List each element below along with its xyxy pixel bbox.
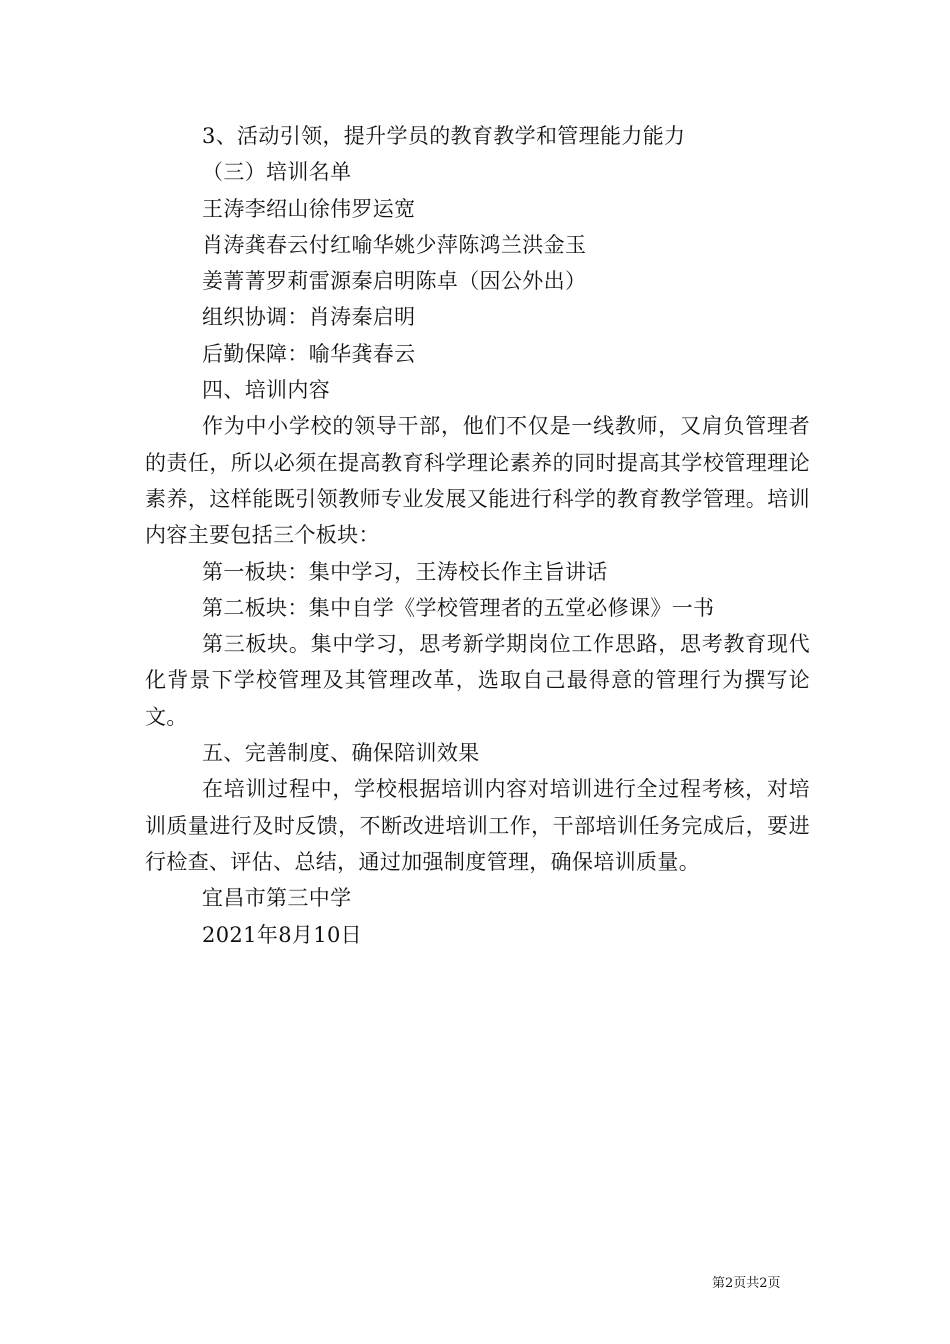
training-content-paragraph: 作为中小学校的领导干部，他们不仅是一线教师，又肩负管理者的责任，所以必须在提高教育科学理论素养的同时提高其学校管理理论素养，这样能既引领教师专业发展又能进行科学的教育教学管理。培训内容主要包括三个板块： — [145, 414, 810, 548]
signature-date: 2021年8月10日 — [202, 922, 363, 947]
block-two-line: 第二板块：集中自学《学校管理者的五堂必修课》一书 — [202, 595, 715, 620]
system-paragraph: 在培训过程中，学校根据培训内容对培训进行全过程考核，对培训质量进行及时反馈，不断改进培训工作，干部培训任务完成后，要进行检查、评估、总结，通过加强制度管理，确保培训质量。 — [145, 777, 810, 874]
section-heading-training-content: 四、培训内容 — [202, 378, 331, 403]
section-heading-system: 五、完善制度、确保陪训效果 — [202, 741, 480, 766]
section-heading-training-list: （三）培训名单 — [202, 160, 352, 185]
page-number-footer: 第2页共2页 — [712, 1276, 781, 1291]
list-item-activity-lead: 3、活动引领，提升学员的教育教学和管理能力能力 — [202, 124, 686, 148]
signature-organization: 宜昌市第三中学 — [202, 886, 352, 911]
document-body — [145, 118, 810, 953]
coordination-line: 组织协调：肖涛秦启明 — [202, 305, 416, 330]
trainee-names-line-3: 姜菁菁罗莉雷源秦启明陈卓（因公外出） — [202, 269, 587, 294]
block-three-paragraph: 第三板块。集中学习，思考新学期岗位工作思路，思考教育现代化背景下学校管理及其管理改革，选取自己最得意的管理行为撰写论文。 — [145, 632, 810, 729]
trainee-names-line-2: 肖涛龚春云付红喻华姚少萍陈鸿兰洪金玉 — [202, 232, 587, 257]
block-one-line: 第一板块：集中学习，王涛校长作主旨讲话 — [202, 559, 608, 584]
trainee-names-line-1: 王涛李绍山徐伟罗运宽 — [202, 196, 416, 221]
logistics-line: 后勤保障：喻华龚春云 — [202, 341, 416, 366]
